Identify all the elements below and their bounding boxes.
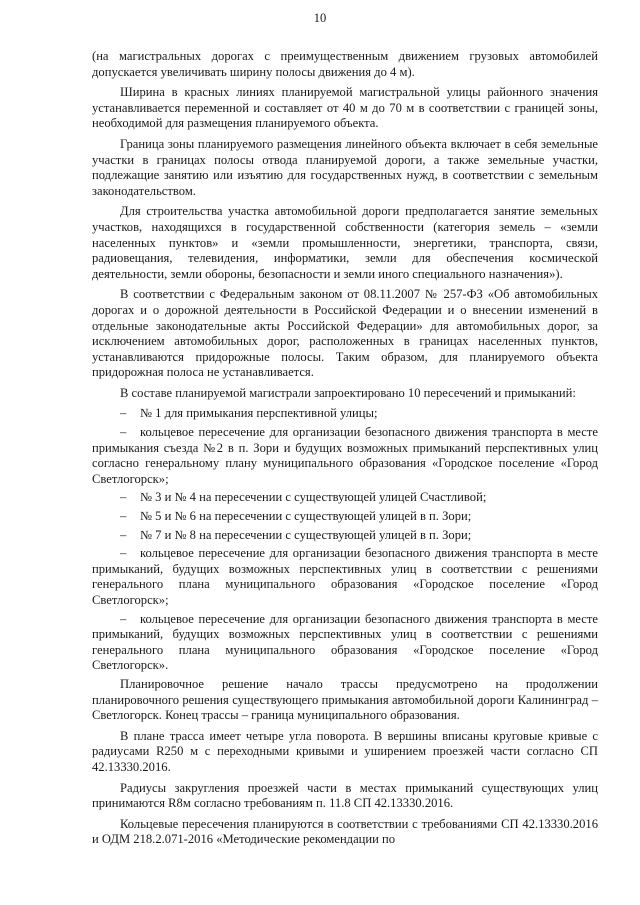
list-item-text: № 7 и № 8 на пересечении с существующей улицей в п. Зори; [140, 527, 472, 542]
list-item-text: кольцевое пересечение для организации безопасного движения транспорта в месте примыканий, будущих возможных перспективных улиц в соответствии с решениями генерального плана муниципального образования «Городское поселение «Город Светлогорск»; [92, 546, 598, 607]
list-marker: – [120, 509, 127, 524]
paragraph: Граница зоны планируемого размещения линейного объекта включает в себя земельные участки в границах полосы отвода планируемой дороги, а также земельные участки, подлежащие занятию или изъятию для государственных нужд, в соответствии с земельным законодательством. [92, 136, 598, 198]
list-item [92, 406, 598, 422]
paragraph: В соответствии с Федеральным законом от 08.11.2007 № 257-ФЗ «Об автомобильных дорогах и о дорожной деятельности в Российской Федерации и о внесении изменений в отдельные законодательные акты Российской Федерации» для автомобильных дорог, за исключением автомобильных дорог, расположенных в границах населенных пунктов, устанавливаются придорожные полосы. Таким образом, для планируемого объекта придорожная полоса не устанавливается. [92, 287, 598, 380]
paragraph: В плане трасса имеет четыре угла поворота. В вершины вписаны круговые кривые с радиусами R250 м с переходными кривыми и уширением проезжей части согласно СП 42.13330.2016. [92, 728, 598, 774]
paragraph: В составе планируемой магистрали запроектировано 10 пересечений и примыканий: [120, 385, 576, 400]
list-item-text: кольцевое пересечение для организации безопасного движения транспорта в месте примыкания съезда №2 в п. Зори и будущих возможных примыканий перспективных улиц согласно генеральному плану муниципального образования «Городское поселение «Город Светлогорск»; [92, 425, 598, 486]
paragraph: Ширина в красных линиях планируемой магистральной улицы районного значения устанавливается переменной и составляет от 40 м до 70 м в соответствии с границей зоны, необходимой для размещения планируемого объекта. [92, 85, 598, 131]
page-number: 10 [313, 11, 327, 25]
paragraph: Кольцевые пересечения планируются в соответствии с требованиями СП 42.13330.2016 и ОДМ 218.2.071-2016 «Методические рекомендации по [92, 816, 598, 847]
paragraph: Для строительства участка автомобильной дороги предполагается занятие земельных участков, находящихся в государственной собственности (категория земель – «земли населенных пунктов» и «земли промышленности, энергетики, транспорта, связи, радиовещания, телевидения, информатики, земли для обеспечения космической деятельности, земли обороны, безопасности и земли иного специального назначения»). [92, 204, 598, 281]
paragraph: Радиусы закругления проезжей части в местах примыканий существующих улиц принимаются R8м согласно требованиям п. 11.8 СП 42.13330.2016. [92, 780, 598, 811]
list-item [92, 528, 598, 544]
list-marker: – [120, 546, 127, 561]
list-item [92, 509, 598, 525]
list-marker: – [120, 425, 127, 440]
list-item [92, 546, 598, 608]
paragraph: Планировочное решение начало трассы предусмотрено на продолжении планировочного решения существующего примыкания автомобильной дороги Калининград – Светлогорск. Конец трассы – граница муниципального образования. [92, 676, 598, 723]
list-item-text: № 3 и № 4 на пересечении с существующей улицей Счастливой; [140, 490, 487, 505]
list-marker: – [120, 406, 127, 421]
document-body [92, 49, 598, 853]
list-marker: – [120, 490, 127, 505]
list-item-text: кольцевое пересечение для организации безопасного движения транспорта в месте примыканий, будущих возможных перспективных улиц в соответствии с решениями генерального плана муниципального образования «Городское поселение «Город Светлогорск». [92, 611, 598, 673]
list-item [92, 425, 598, 487]
list-item [92, 490, 598, 506]
list-marker: – [120, 527, 127, 542]
paragraph: (на магистральных дорогах с преимущественным движением грузовых автомобилей допускается увеличивать ширину полосы движения до 4 м). [92, 49, 598, 79]
list-item-text: № 1 для примыкания перспективной улицы; [140, 406, 378, 421]
list-item-text: № 5 и № 6 на пересечении с существующей улицей в п. Зори; [140, 509, 472, 524]
list-item [92, 612, 598, 674]
list-marker: – [120, 611, 127, 626]
